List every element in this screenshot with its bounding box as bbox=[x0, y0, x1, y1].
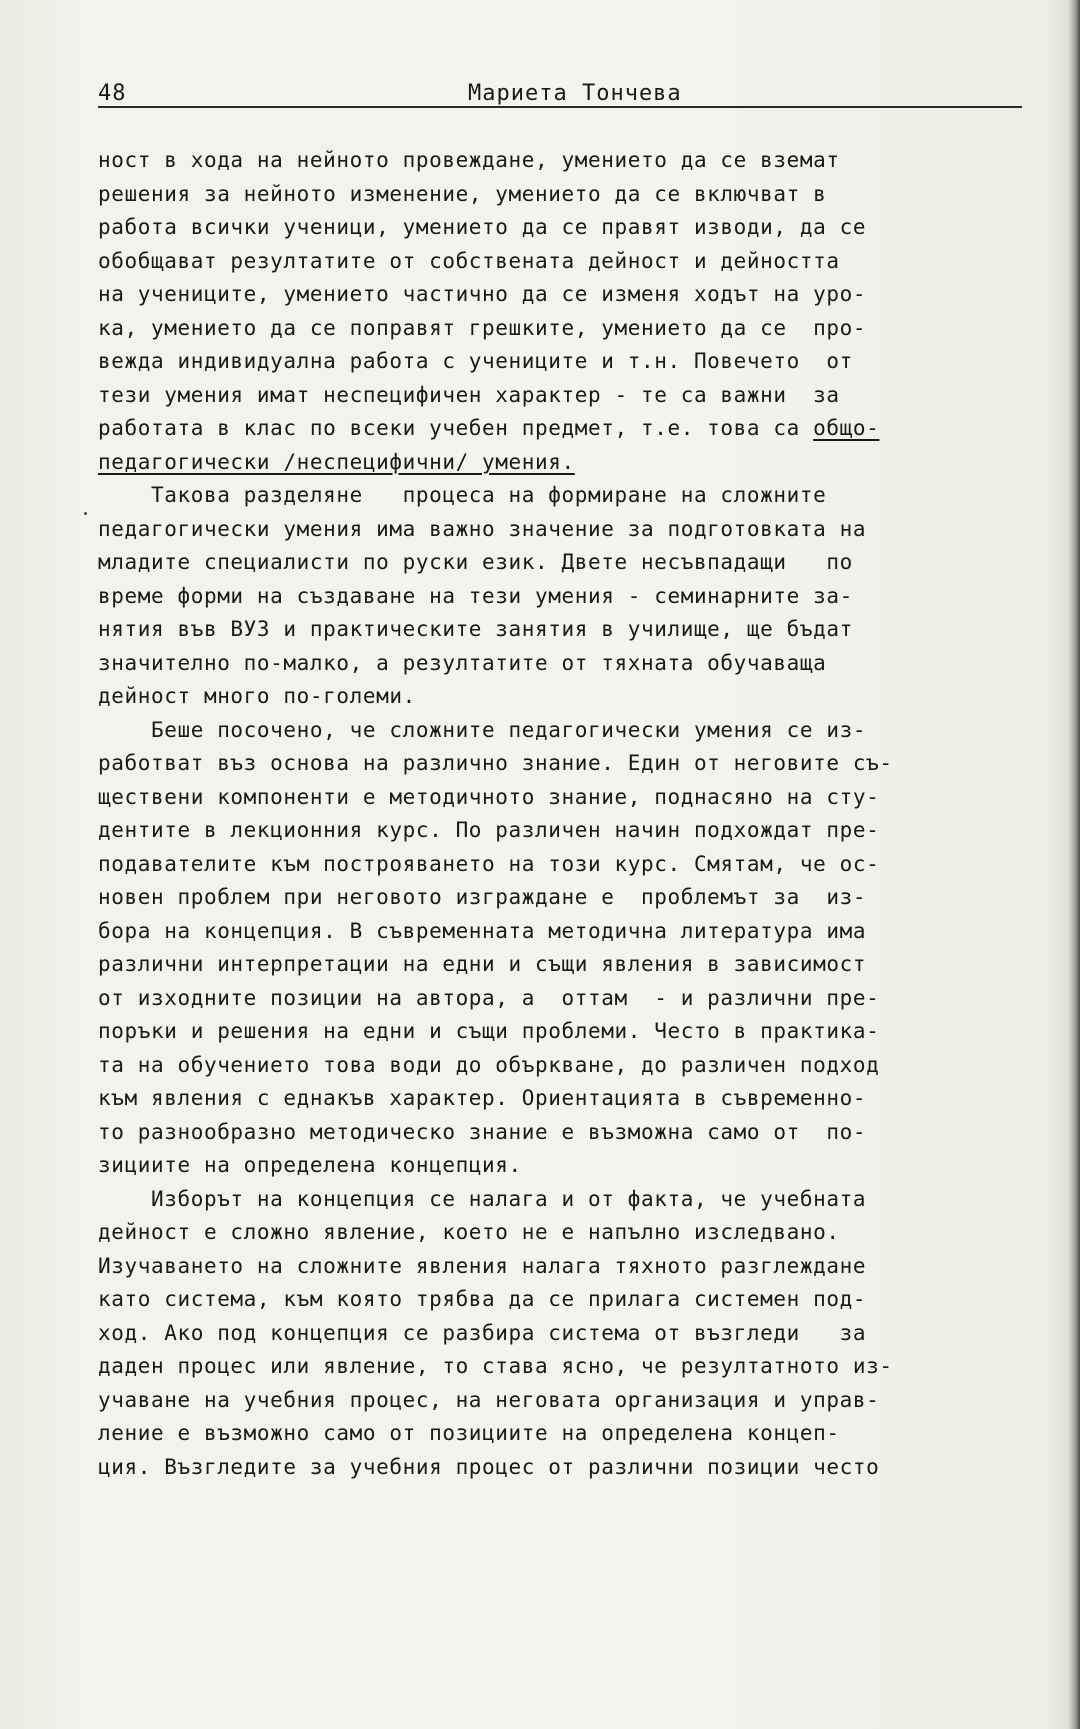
text-line-content: даден процес или явление, то става ясно, че резултатното из- bbox=[98, 1354, 893, 1378]
text-line bbox=[98, 647, 1044, 681]
text-line bbox=[98, 446, 1044, 480]
text-line-content: значително по-малко, а резултатите от тяхната обучаваща bbox=[98, 650, 827, 675]
text-line-content: работата в клас по всеки учебен предмет, т.е. това са bbox=[98, 416, 814, 440]
text-line bbox=[98, 714, 1044, 748]
text-line bbox=[98, 178, 1044, 212]
text-line bbox=[98, 379, 1044, 413]
text-line bbox=[98, 881, 1044, 915]
text-line-content: поръки и решения на едни и същи проблеми. Често в практика- bbox=[98, 1019, 880, 1043]
text-line bbox=[98, 781, 1044, 815]
text-line bbox=[98, 1317, 1044, 1351]
text-line bbox=[98, 144, 1044, 178]
text-line bbox=[98, 1350, 1044, 1384]
text-line bbox=[98, 345, 1044, 379]
text-line bbox=[98, 948, 1044, 982]
text-line bbox=[98, 211, 1044, 245]
text-line bbox=[98, 1451, 1044, 1485]
page-number: 48 bbox=[98, 81, 127, 106]
text-line-content: ция. Възгледите за учебния процес от различни позиции често bbox=[98, 1454, 880, 1479]
running-head-author: Мариета Тончева bbox=[468, 81, 682, 106]
text-line bbox=[98, 312, 1044, 346]
paper-speck bbox=[84, 512, 87, 515]
text-line bbox=[98, 848, 1044, 882]
text-line-content: от изходните позиции на автора, а оттам - и различни пре- bbox=[98, 985, 880, 1010]
text-line-content: та на обучението това води до объркване, до различен подход bbox=[98, 1052, 880, 1077]
text-line bbox=[98, 1149, 1044, 1183]
text-line-content: ществени компоненти е методичното знание, поднасяно на сту- bbox=[98, 784, 880, 809]
text-line-content: дейност много по-големи. bbox=[98, 684, 416, 708]
text-line bbox=[98, 1384, 1044, 1418]
text-line bbox=[98, 1116, 1044, 1150]
text-line bbox=[98, 278, 1044, 312]
text-line bbox=[98, 580, 1044, 614]
text-line-content: тези умения имат неспецифичен характер - те са важни за bbox=[98, 382, 840, 407]
text-line-content: нятия във ВУЗ и практическите занятия в училище, ще бъдат bbox=[98, 617, 853, 641]
text-line-content: Беше посочено, че сложните педагогически умения се из- bbox=[98, 717, 867, 742]
text-line-content: време форми на създаване на тези умения - семинарните за- bbox=[98, 583, 853, 608]
text-line-tail: общо- bbox=[813, 416, 880, 440]
text-line-content: ход. Ако под концепция се разбира система от възгледи за bbox=[98, 1320, 867, 1345]
text-line-content: Изборът на концепция се налага и от факта, че учебната bbox=[98, 1186, 867, 1211]
running-head bbox=[98, 80, 1022, 108]
body-text bbox=[98, 144, 1044, 1484]
text-line bbox=[98, 1049, 1044, 1083]
text-line-content: дентите в лекционния курс. По различен начин подхождат пре- bbox=[98, 818, 880, 842]
text-line bbox=[98, 1283, 1044, 1317]
text-line-content: педагогически /неспецифични/ умения. bbox=[98, 449, 575, 474]
text-line bbox=[98, 982, 1044, 1016]
text-line-content: Изучаването на сложните явления налага тяхното разглеждане bbox=[98, 1253, 867, 1278]
text-line-content: зициите на определена концепция. bbox=[98, 1153, 522, 1177]
text-line-content: към явления с еднакъв характер. Ориентацията в съвременно- bbox=[98, 1086, 867, 1110]
text-line-content: вежда индивидуална работа с учениците и т.н. Повечето от bbox=[98, 349, 853, 373]
text-line bbox=[98, 814, 1044, 848]
text-line bbox=[98, 1216, 1044, 1250]
text-line-content: работват въз основа на различно знание. Един от неговите съ- bbox=[98, 751, 893, 775]
text-line-content: учаване на учебния процес, на неговата организация и управ- bbox=[98, 1387, 880, 1412]
text-line bbox=[98, 1417, 1044, 1451]
text-line-content: педагогически умения има важно значение за подготовката на bbox=[98, 516, 867, 541]
text-line bbox=[98, 680, 1044, 714]
text-line-content: работа всички ученици, умението да се правят изводи, да се bbox=[98, 215, 867, 239]
text-line-content: ление е възможно само от позициите на определена концеп- bbox=[98, 1421, 840, 1445]
text-line-content: подавателите към построяването на този курс. Смятам, че ос- bbox=[98, 851, 880, 876]
text-line bbox=[98, 479, 1044, 513]
text-line-content: ка, умението да се поправят грешките, умението да се про- bbox=[98, 315, 867, 340]
text-line-content: решения за нейното изменение, умението да се включват в bbox=[98, 181, 827, 206]
text-line bbox=[98, 613, 1044, 647]
text-line bbox=[98, 747, 1044, 781]
text-line-content: ност в хода на нейното провеждане, умението да се вземат bbox=[98, 148, 840, 172]
text-line bbox=[98, 1015, 1044, 1049]
text-line bbox=[98, 412, 1044, 446]
text-line-content: обобщават резултатите от собствената дейност и дейността bbox=[98, 248, 840, 273]
text-line-content: като система, към която трябва да се прилага системен под- bbox=[98, 1287, 867, 1311]
text-line-content: то разнообразно методическо знание е възможна само от по- bbox=[98, 1119, 867, 1144]
text-line bbox=[98, 1250, 1044, 1284]
text-line bbox=[98, 513, 1044, 547]
text-line-content: на учениците, умението частично да се изменя ходът на уро- bbox=[98, 282, 867, 306]
text-line-content: Такова разделяне процеса на формиране на сложните bbox=[98, 483, 827, 507]
text-line bbox=[98, 245, 1044, 279]
text-line-content: различни интерпретации на едни и същи явления в зависимост bbox=[98, 952, 867, 976]
text-line bbox=[98, 1082, 1044, 1116]
text-line bbox=[98, 915, 1044, 949]
text-line-content: бора на концепция. В съвременната методична литература има bbox=[98, 918, 867, 943]
text-line-content: дейност е сложно явление, което не е напълно изследвано. bbox=[98, 1220, 840, 1244]
spine-shadow bbox=[1068, 0, 1080, 1729]
text-line-content: младите специалисти по руски език. Двете несъвпадащи по bbox=[98, 550, 853, 574]
text-line-content: новен проблем при неговото изграждане е проблемът за из- bbox=[98, 885, 867, 909]
header-rule bbox=[98, 106, 1022, 108]
text-line bbox=[98, 546, 1044, 580]
text-line bbox=[98, 1183, 1044, 1217]
